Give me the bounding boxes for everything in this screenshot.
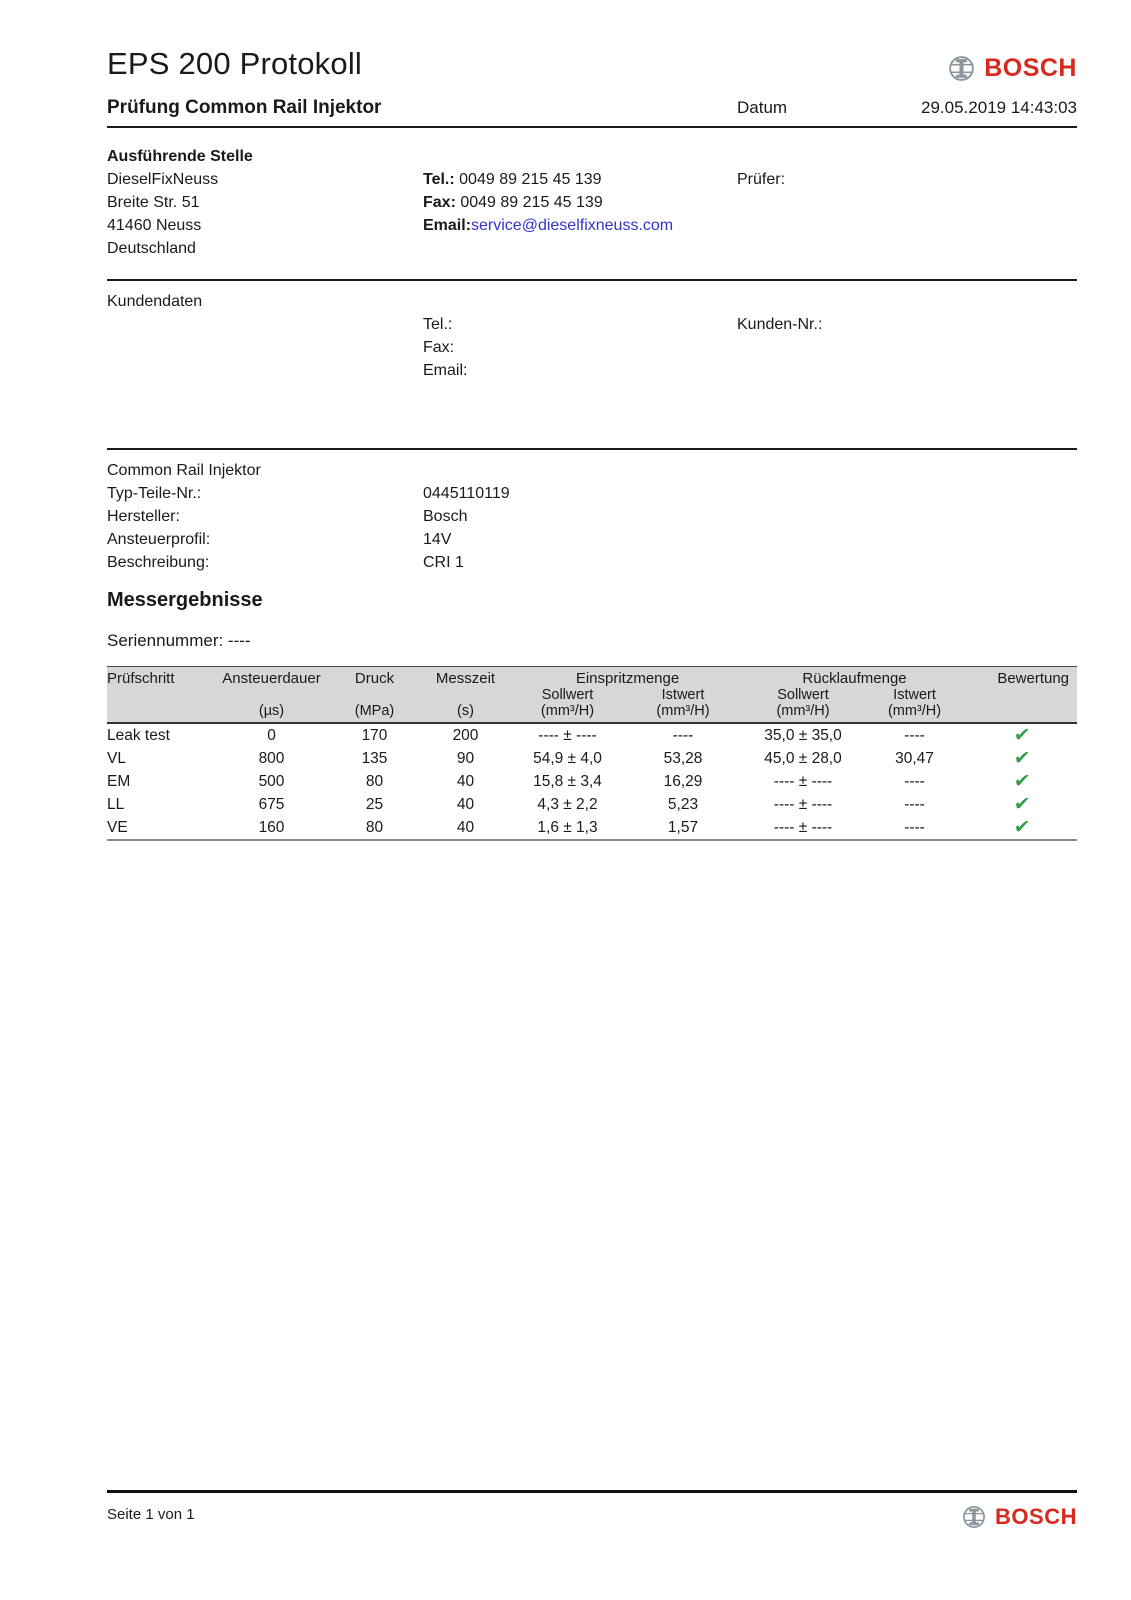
pass-check-icon: ✔ [1012,748,1031,769]
cell-messzeit: 90 [456,749,475,767]
injector-info-grid [107,459,1077,574]
cell-druck: 25 [365,795,384,813]
col-sollwert: Sollwert [777,687,829,703]
cell-messzeit: 40 [456,795,475,813]
table-row [107,723,1077,747]
cell-ansteuerdauer: 675 [258,795,285,813]
cell-ruecklauf-istwert: 30,47 [895,749,934,767]
cell-einspritz-istwert: 1,57 [623,816,743,840]
fax-value: 0049 89 215 45 139 [460,194,603,211]
cell-ruecklauf-istwert: ---- [904,772,925,790]
cell-ansteuerdauer: 0 [267,726,276,744]
spacer [737,145,1077,168]
results-table-header [107,667,1077,724]
page-footer [107,1490,1077,1530]
bosch-logo [948,54,1077,83]
field-value: Bosch [423,508,468,525]
field-label: Typ-Teile-Nr.: [107,485,202,502]
cell-pruefschritt: Leak test [107,726,170,744]
customer-title-column [107,290,423,382]
executing-office-address [107,145,423,260]
executing-office-contact [423,145,737,260]
col-pruefschritt: Prüfschritt [107,667,213,688]
cell-messzeit: 40 [456,772,475,790]
cell-einspritz-sollwert: 54,9 ± 4,0 [533,749,602,767]
document-subtitle: Prüfung Common Rail Injektor [107,97,382,118]
bosch-armature-icon [948,55,975,82]
cell-einspritz-istwert: 16,29 [663,772,703,790]
results-heading: Messergebnisse [107,589,263,611]
unit-mm3h: (mm³/H) [623,703,743,723]
cell-druck: 80 [330,816,419,840]
cell-einspritz-istwert: 5,23 [667,795,699,813]
table-row [107,816,1077,840]
spacer [423,145,737,168]
col-istwert: Istwert [661,687,705,703]
bosch-armature-icon [962,1505,986,1529]
cell-messzeit: 200 [452,726,479,744]
pass-check-icon: ✔ [1012,771,1031,792]
page-title: EPS 200 Protokoll [107,46,362,81]
cell-pruefschritt: VL [107,749,126,767]
field-label: Ansteuerprofil: [107,531,211,548]
cell-ansteuerdauer: 500 [258,772,285,790]
col-druck: Druck [330,667,419,688]
cell-pruefschritt: VE [107,816,213,840]
examiner-label: Prüfer: [737,171,786,188]
serial-number-line: Seriennummer: ---- [107,631,251,650]
cell-einspritz-sollwert: 15,8 ± 3,4 [533,772,602,790]
cell-ruecklauf-sollwert: ---- ± ---- [773,772,833,790]
city: 41460 Neuss [107,217,202,234]
results-table [107,666,1077,841]
unit-mm3h: (mm³/H) [512,703,623,723]
cell-ruecklauf-istwert: ---- [863,816,966,840]
pass-check-icon: ✔ [1012,817,1031,838]
pass-check-icon: ✔ [1012,725,1031,746]
bosch-wordmark: BOSCH [984,54,1077,82]
col-bewertung: Bewertung [966,667,1077,688]
section-title: Kundendaten [107,293,203,310]
unit-mm3h: (mm³/H) [863,703,966,723]
cell-ruecklauf-sollwert: ---- ± ---- [773,795,833,813]
spacer [423,290,737,313]
field-value: 0445110119 [423,485,510,502]
injector-section [107,450,1077,574]
email-label: Email: [423,362,468,379]
col-sollwert: Sollwert [541,687,594,703]
page-content [107,0,1077,841]
spacer [423,459,1077,482]
table-row [107,770,1077,793]
table-row [107,747,1077,770]
col-ansteuerdauer: Ansteuerdauer [213,667,330,688]
section-title: Ausführende Stelle [107,148,253,165]
unit-us: (µs) [213,703,330,723]
unit-s: (s) [419,703,512,723]
pass-check-icon: ✔ [1012,794,1031,815]
date-label: Datum [737,98,788,117]
col-messzeit: Messzeit [419,667,512,688]
field-label: Hersteller: [107,508,180,525]
customer-no-label: Kunden-Nr.: [737,316,823,333]
spacer [737,290,1077,313]
cell-druck: 135 [361,749,388,767]
cell-einspritz-sollwert: ---- ± ---- [538,726,597,744]
bosch-wordmark: BOSCH [995,1504,1077,1529]
street: Breite Str. 51 [107,194,200,211]
company-name: DieselFixNeuss [107,171,219,188]
cell-einspritz-sollwert: 1,6 ± 1,3 [512,816,623,840]
email-label: Email: [423,217,472,234]
table-row [107,793,1077,816]
cell-ansteuerdauer: 800 [258,749,285,767]
field-value: CRI 1 [423,554,464,571]
tel-value: 0049 89 215 45 139 [459,171,602,188]
email-link[interactable]: service@dieselfixneuss.com [471,217,674,234]
col-ruecklaufmenge: Rücklaufmenge [743,667,966,688]
col-istwert: Istwert [893,687,936,703]
cell-ruecklauf-sollwert: ---- ± ---- [743,816,863,840]
cell-ruecklauf-istwert: ---- [904,795,925,813]
bosch-logo-footer [962,1504,1077,1530]
unit-mm3h: (mm³/H) [743,703,863,723]
subtitle-row [107,97,1077,119]
date-value: 29.05.2019 14:43:03 [921,98,1077,117]
customer-contact [423,290,737,382]
page-number: Seite 1 von 1 [107,1506,195,1523]
cell-druck: 170 [361,726,388,744]
executing-office-section [107,128,1077,272]
cell-ruecklauf-istwert: ---- [904,726,925,744]
cell-einspritz-istwert: ---- [672,726,694,744]
field-value: 14V [423,531,452,548]
cell-einspritz-sollwert: 4,3 ± 2,2 [537,795,598,813]
cell-pruefschritt: LL [107,795,125,813]
cell-ansteuerdauer: 160 [213,816,330,840]
examiner-column [737,145,1077,260]
fax-label: Fax: [423,339,455,356]
customer-number-column [737,290,1077,382]
document-header [107,46,1077,83]
unit-mpa: (MPa) [330,703,419,723]
field-label: Beschreibung: [107,554,210,571]
tel-label: Tel.: [423,316,453,333]
cell-druck: 80 [365,772,384,790]
col-einspritzmenge: Einspritzmenge [512,667,743,688]
cell-ruecklauf-sollwert: 35,0 ± 35,0 [764,726,842,744]
customer-section [107,281,1077,441]
fax-label: Fax: [423,194,456,211]
cell-einspritz-istwert: 53,28 [663,749,703,767]
cell-ruecklauf-sollwert: 45,0 ± 28,0 [764,749,842,767]
tel-label: Tel.: [423,171,455,188]
cell-pruefschritt: EM [107,772,131,790]
cell-messzeit: 40 [419,816,512,840]
section-title: Common Rail Injektor [107,462,261,479]
country: Deutschland [107,240,196,257]
